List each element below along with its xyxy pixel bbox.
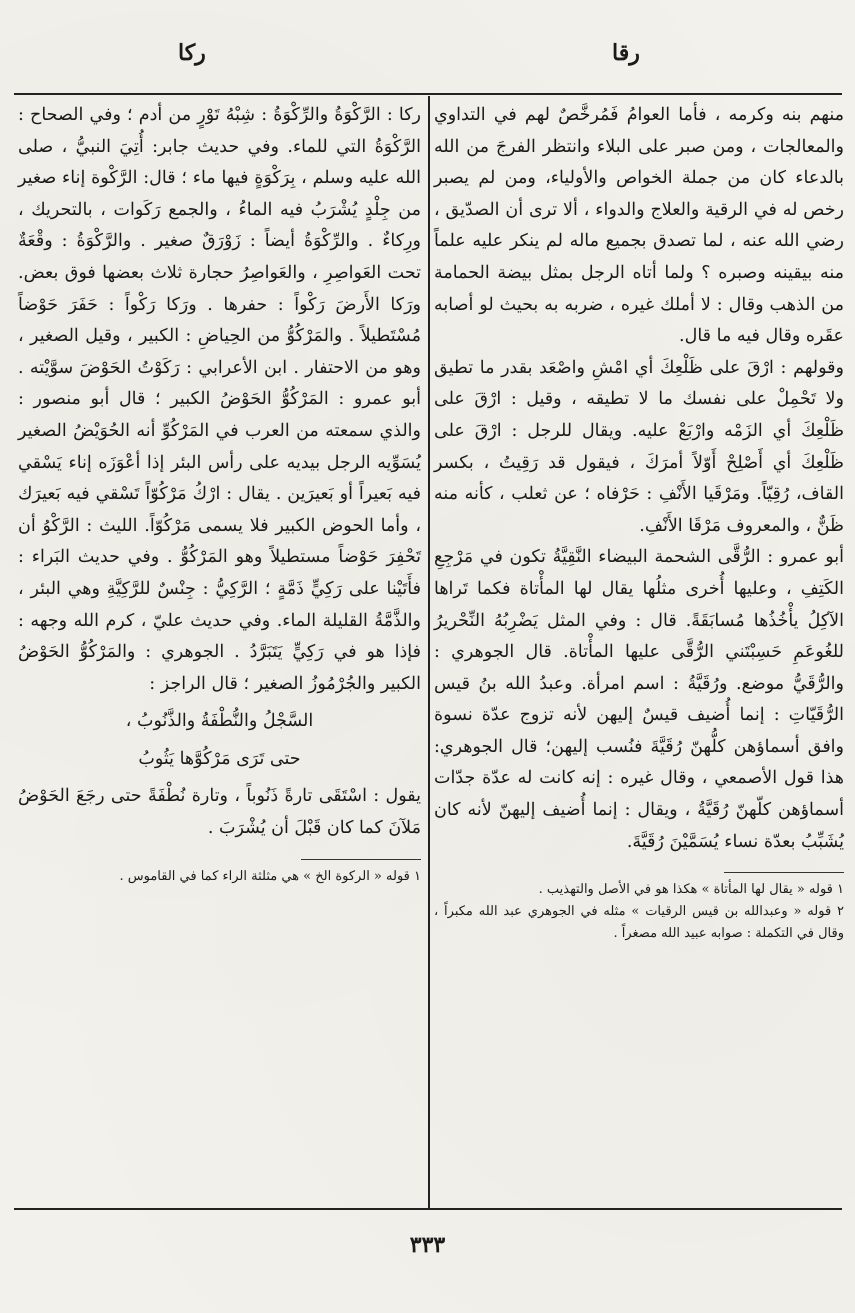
right-column bbox=[434, 100, 844, 945]
left-footnote-1: ١ قوله « الركوة الخ » هي مثلثة الراء كما في القاموس . bbox=[119, 868, 421, 884]
right-footnote-1: ١ قوله « يقال لها المأتاة » هكذا هو في الأصل والتهذيب . bbox=[538, 882, 844, 898]
left-paragraph-1: ركا : الرَّكْوَةُ والرِّكْوَةُ : شِبْهُ تَوْرٍ من أدم ؛ وفي الصحاح : الرَّكْوَةُ التي للماء. وفي حديث جابر: أُتِيَ النبيُّ ، صلى الله عليه وسلم ، بِرَكْوَةٍ فيها ماء ؛ قال: الرَّكْوة إناء صغير من جِلْدٍ يُشْرَبُ فيه الماءُ ، والجمع رَكَوات ، بالتحريك ، ورِكاءٌ . والرِّكْوَةُ أيضاً : زَوْرَقٌ صغير . والرَّكْوَةُ : وقْعَةٌ تحت العَواصِرِ ، والعَواصِرُ حجارة ثلاث بعضها فوق بعض. ورَكا الأَرضَ رَكْواً : حفرها . ورَكا رَكْواً : حَفَرَ حَوْضاً مُسْتَطيلاً . والمَرْكُوُّ من الحِياضِ : الكبير ، وقيل الصغير ، وهو من الاحتفار . ابن الأعرابي : رَكَوْتُ الحَوْضَ سوَّيْته . أبو عمرو : المَرْكُوُّ الحَوْضُ الكبير ؛ قال أبو منصور : والذي سمعته من العرب في المَرْكُوِّ أنه الحُوَيْضُ الصغير يُسَوِّيه الرجل بيديه على رأس البئر إذا أعْوَزَه إناء يَسْقي فيه بَعيراً أو بَعيرَين . يقال : ارْكُ مَرْكُوّاً تَسْقي فيه بَعيرَك ، وأما الحوض الكبير فلا يسمى مَرْكُوّاً. الليث : الرَّكْوُ أن تَحْفِرَ حَوْضاً مستطيلاً وهو المَرْكُوُّ . وفي حديث البَراء : فأَتَيْنا على رَكِيٍّ ذَمَّةٍ ؛ الرَّكِيُّ : جِنْسٌ للرَّكِيَّةِ وهي البئر ، والذَّمَّةُ القليلة الماء. وفي حديث عليّ ، كرم الله وجهه : فإذا هو في رَكِيٍّ يَتَبَرَّدُ . الجوهري : والمَرْكُوُّ الحَوْضُ الكبير والجُرْمُوزُ الصغير ؛ قال الراجز : bbox=[18, 105, 421, 694]
right-paragraph-1: منهم بنه وكرمه ، فأما العوامُ فَمُرخَّصٌ لهم في التداوي والمعالجات ، ومن صبر على البلاء وانتظر الفرجَ من الله بالدعاء كان من جملة الخواص والأولياء، ومن لم يصبر رخص له في الرقية والعلاج والدواء ، ألا ترى أن الصدّيق ، رضي الله عنه ، لما تصدق بجميع ماله لم ينكر عليه علماً منه بيقينه وصبره ؟ ولما أتاه الرجل بمثل بيضة الحمامة من الذهب وقال : لا أملك غيره ، ضربه به بحيث لو أصابه عقَره وقال فيه ما قال. bbox=[434, 105, 844, 347]
right-footnote-rule bbox=[724, 872, 844, 873]
verse-line-1: السَّجْلُ والنُّطْفَةُ والذَّنُوبُ ، bbox=[125, 711, 314, 732]
left-paragraph-after-verse: يقول : اسْتَقَى تارةً ذَنُوباً ، وتارة نُطْفَةً حتى رجَعَ الحَوْضُ مَلآنَ كما كان قَبْلَ أن يُشْرَبَ . bbox=[18, 786, 421, 839]
page-number: ٣٣٣ bbox=[409, 1232, 446, 1258]
right-paragraph-3: أبو عمرو : الرُّقَّى الشحمة البيضاء النَّقِيَّةُ تكون في مَرْجِعِ الكَتِفِ ، وعليها أُخرى مثلُها يقال لها المأْتاة فكما تَراها الآكِلُ يأْخُذُها مُسابَقَةً. قال : وفي المثل يَضْرِبُهُ النِّحْريرُ للغُوعَمِ حَسِبْتَني الرُّقَّى عليها المأْتاة. قال الجوهري : والرُّقَيُّ موضع. ورُقَيَّةُ : اسم امرأة. وعبدُ الله بنُ قيس الرُّقَيّاتِ : إنما أُضيف قيسٌ إليهن لأنه تزوج عدّة نسوة وافق أسماؤهن كلُّهنّ رُقَيَّةَ فنُسب إليهن؛ قال الجوهري: هذا قول الأصمعي ، وقال غيره : إنه كانت له عدّة جدّات أسماؤهن كلّهنّ رُقَيَّةُ ، ويقال : إنما أُضيف إليهنّ لأنه كان يُشَبِّبُ بعدّة نساء يُسَمَّيْنَ رُقَيَّةَ. bbox=[434, 547, 844, 852]
column-divider bbox=[428, 96, 430, 1208]
verse-line-2: حتى تَرَى مَرْكُوَّها يَثُوبُ bbox=[138, 748, 301, 769]
right-paragraph-2: وقولهم : ارْقَ على ظَلْعِكَ أي امْشِ واصْعَد بقدر ما تطيق ولا تَحْمِلْ على نفسك ما لا تطيقه ، وقيل : ارْقَ على ظَلْعِكَ أي الزَمْه وارْبَعْ عليه. ويقال للرجل : ارْقَ على ظَلْعِكَ أي أَصْلِحْ أَوّلاً أمرَكَ ، فيقول قد رَقِيتُ ، بكسر القاف، رُقِيّاً. ومَرْقَيا الأَنْفِ : حَرْفاه ؛ عن ثعلب ، كأنه منه ظَنٌّ ، والمعروف مَرْقَا الأَنْفِ. bbox=[434, 357, 844, 536]
right-footnote-2: ٢ قوله « وعبدالله بن قيس الرقيات » مثله في الجوهري عبد الله مكبراً ، وقال في التكملة : صوابه عبيد الله مصغراً . bbox=[434, 904, 844, 942]
header-rule bbox=[14, 93, 842, 95]
left-column bbox=[18, 100, 421, 888]
right-running-headword: رقا bbox=[612, 40, 640, 66]
left-running-headword: ركا bbox=[178, 40, 206, 66]
page-header bbox=[0, 40, 855, 80]
left-footnote-rule bbox=[301, 859, 421, 860]
footer-rule bbox=[14, 1208, 842, 1210]
